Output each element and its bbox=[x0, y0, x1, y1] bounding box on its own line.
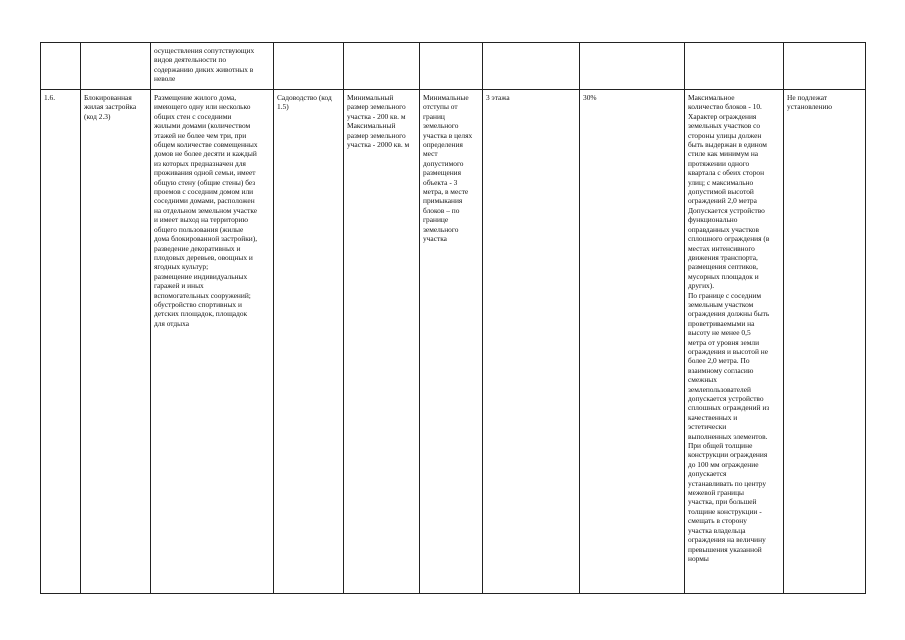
table-row-previous bbox=[41, 43, 866, 90]
use-name-text: Блокированная жилая застройка (код 2.3) bbox=[84, 93, 137, 121]
not-subject-text: Не подлежат установлению bbox=[787, 93, 833, 112]
cell-floors bbox=[483, 43, 580, 90]
conditions-text: Максимальное количество блоков - 10. Характер ограждения земельных участков со стороны улицы должен быть выдержан в едином стиле как минимум на протяжении одного квартала с обеих сторон улиц; с максимально допустимой высотой ограждений 2,0 метра Допускается устройство функционально оправданных участков сплошного ограждения (в местах интенсивного движения транспорта, размещения септиков, мусорных площадок и других). По границе с соседним земельным участком ограждения должны быть проветриваемыми на высоту не менее 0,5 метра от уровня земли ограждения и высотой не более 2,0 метра. По взаимному согласию смежных землепользователей допускается устройство сплошных ограждений из качественных и эстетически выполненных элементов. При общей толщине конструкции ограждения до 100 мм ограждение допускается устанавливать по центру межевой границы участка, при большей толщине конструкции - смещать в сторону участка владельца ограждения на величину превышения указанной нормы bbox=[688, 93, 770, 563]
cell-floors bbox=[483, 90, 580, 594]
coverage-text: 30% bbox=[583, 93, 597, 102]
cell-conditions bbox=[685, 90, 784, 594]
cell-setbacks bbox=[420, 43, 483, 90]
cell-use-name bbox=[81, 90, 151, 594]
cell-description bbox=[151, 90, 274, 594]
cell-description bbox=[151, 43, 274, 90]
zone-text: Садоводство (код 1.5) bbox=[277, 93, 332, 112]
cell-number bbox=[41, 43, 81, 90]
description-text: осуществления сопутствующих видов деятельности по содержанию диких животных в неволе bbox=[154, 46, 255, 84]
cell-zone bbox=[274, 43, 344, 90]
row-number: 1.6. bbox=[44, 93, 56, 102]
description-text: Размещение жилого дома, имеющего одну или несколько общих стен с соседними жилыми домами (количеством этажей не более чем три, при общем количестве совмещенных домов не более десяти и каждый из которых предназначен для проживания одной семьи, имеет общую стену (общие стены) без проемов с соседним домом или соседними домами, расположен на отдельном земельном участке и имеет выход на территорию общего пользования (жилые дома блокированной застройки), разведение декоративных и плодовых деревьев, овощных и ягодных культур; размещение индивидуальных гаражей и иных вспомогательных сооружений; обустройство спортивных и детских площадок, площадок для отдыха bbox=[154, 93, 258, 328]
table-row-1-6 bbox=[41, 90, 866, 594]
cell-plot-size bbox=[344, 43, 420, 90]
cell-coverage bbox=[580, 90, 685, 594]
cell-conditions bbox=[685, 43, 784, 90]
setbacks-text: Минимальные отступы от границ земельного участка в целях определения мест допустимого размещения объекта - 3 метра, в месте примыкания блоков – по границе земельного участка bbox=[423, 93, 473, 244]
land-use-table bbox=[40, 42, 866, 594]
cell-setbacks bbox=[420, 90, 483, 594]
plot-size-text: Минимальный размер земельного участка - 200 кв. м Максимальный размер земельного участка - 2000 кв. м bbox=[347, 93, 410, 150]
cell-coverage bbox=[580, 43, 685, 90]
cell-zone bbox=[274, 90, 344, 594]
cell-number bbox=[41, 90, 81, 594]
floors-text: 3 этажа bbox=[486, 93, 510, 102]
cell-use-name bbox=[81, 43, 151, 90]
cell-not-subject bbox=[784, 43, 866, 90]
cell-not-subject bbox=[784, 90, 866, 594]
cell-plot-size bbox=[344, 90, 420, 594]
